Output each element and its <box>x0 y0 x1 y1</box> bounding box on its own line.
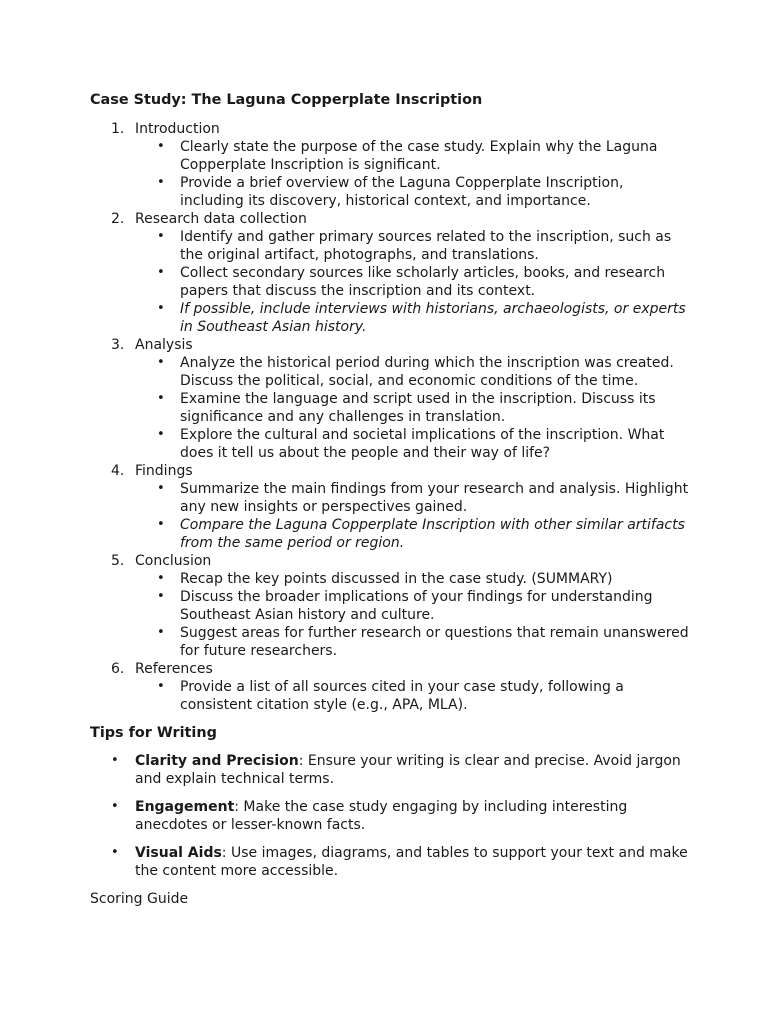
bullet-text: Explore the cultural and societal implications of the inscription. What does it tell us about the people and their way of life? <box>180 427 665 461</box>
tip-item <box>90 798 690 834</box>
section-bullet-list <box>135 228 690 336</box>
section-number: 3. <box>111 337 125 353</box>
bullet-item <box>135 174 690 210</box>
section-label: Conclusion <box>135 553 212 569</box>
bullet-item <box>135 354 690 390</box>
bullet-item <box>135 300 690 336</box>
document-title: Case Study: The Laguna Copperplate Inscription <box>90 92 483 108</box>
section-number: 6. <box>111 661 125 677</box>
bullet-text: Identify and gather primary sources related to the inscription, such as the original artifact, photographs, and translations. <box>180 229 672 263</box>
bullet-icon: • <box>111 799 119 814</box>
tip-item <box>90 844 690 880</box>
bullet-icon: • <box>157 175 165 190</box>
section-label: Findings <box>135 463 193 479</box>
bullet-item <box>135 588 690 624</box>
section-item <box>90 660 690 714</box>
bullet-icon: • <box>157 481 165 496</box>
bullet-icon: • <box>111 753 119 768</box>
section-label: Introduction <box>135 121 220 137</box>
tip-text: : Make the case study engaging by including interesting anecdotes or lesser-known facts. <box>135 799 628 833</box>
bullet-text: Provide a list of all sources cited in your case study, following a consistent citation style (e.g., APA, MLA). <box>180 679 624 713</box>
bullet-icon: • <box>111 845 119 860</box>
bullet-text: Summarize the main findings from your research and analysis. Highlight any new insights or perspectives gained. <box>180 481 689 515</box>
bullet-item <box>135 678 690 714</box>
tip-term: Clarity and Precision <box>135 753 299 769</box>
bullet-item <box>135 390 690 426</box>
bullet-icon: • <box>157 139 165 154</box>
section-number: 5. <box>111 553 125 569</box>
bullet-item <box>135 426 690 462</box>
bullet-icon: • <box>157 301 165 316</box>
bullet-icon: • <box>157 265 165 280</box>
section-number: 1. <box>111 121 125 137</box>
bullet-icon: • <box>157 427 165 442</box>
section-item <box>90 120 690 210</box>
bullet-item <box>135 570 690 588</box>
section-bullet-list <box>135 678 690 714</box>
scoring-guide-label: Scoring Guide <box>90 891 189 907</box>
tip-item <box>90 752 690 788</box>
bullet-text: Suggest areas for further research or questions that remain unanswered for future researchers. <box>180 625 689 659</box>
bullet-item <box>135 516 690 552</box>
section-number: 2. <box>111 211 125 227</box>
bullet-icon: • <box>157 391 165 406</box>
tip-text: : Ensure your writing is clear and precise. Avoid jargon and explain technical terms. <box>135 753 681 787</box>
bullet-icon: • <box>157 625 165 640</box>
bullet-item <box>135 138 690 174</box>
tip-text: : Use images, diagrams, and tables to support your text and make the content more accessible. <box>135 845 688 879</box>
bullet-item <box>135 480 690 516</box>
section-bullet-list <box>135 138 690 210</box>
bullet-icon: • <box>157 355 165 370</box>
bullet-text: Examine the language and script used in the inscription. Discuss its significance and any challenges in translation. <box>180 391 656 425</box>
bullet-text: Provide a brief overview of the Laguna Copperplate Inscription, including its discovery, historical context, and importance. <box>180 175 624 209</box>
bullet-icon: • <box>157 517 165 532</box>
section-bullet-list <box>135 480 690 552</box>
tips-heading: Tips for Writing <box>90 725 217 741</box>
section-bullet-list <box>135 570 690 660</box>
bullet-icon: • <box>157 571 165 586</box>
section-item <box>90 336 690 462</box>
sections-list <box>90 120 690 714</box>
bullet-text: Collect secondary sources like scholarly articles, books, and research papers that discuss the inscription and its context. <box>180 265 666 299</box>
section-label: References <box>135 661 213 677</box>
tip-term: Engagement <box>135 799 235 815</box>
section-item <box>90 462 690 552</box>
bullet-icon: • <box>157 589 165 604</box>
bullet-text: Recap the key points discussed in the case study. (SUMMARY) <box>180 571 613 587</box>
section-label: Research data collection <box>135 211 307 227</box>
section-label: Analysis <box>135 337 193 353</box>
document-page <box>90 89 690 908</box>
bullet-item <box>135 228 690 264</box>
tip-term: Visual Aids <box>135 845 222 861</box>
section-number: 4. <box>111 463 125 479</box>
section-item <box>90 552 690 660</box>
section-bullet-list <box>135 354 690 462</box>
bullet-text: Analyze the historical period during which the inscription was created. Discuss the political, social, and economic conditions of the time. <box>180 355 674 389</box>
section-item <box>90 210 690 336</box>
bullet-item <box>135 264 690 300</box>
bullet-text: Discuss the broader implications of your findings for understanding Southeast Asian history and culture. <box>180 589 653 623</box>
tips-list <box>90 752 690 880</box>
bullet-icon: • <box>157 229 165 244</box>
bullet-text: Compare the Laguna Copperplate Inscription with other similar artifacts from the same period or region. <box>180 517 685 551</box>
bullet-icon: • <box>157 679 165 694</box>
bullet-item <box>135 624 690 660</box>
bullet-text: If possible, include interviews with historians, archaeologists, or experts in Southeast Asian history. <box>180 301 686 335</box>
bullet-text: Clearly state the purpose of the case study. Explain why the Laguna Copperplate Inscription is significant. <box>180 139 658 173</box>
